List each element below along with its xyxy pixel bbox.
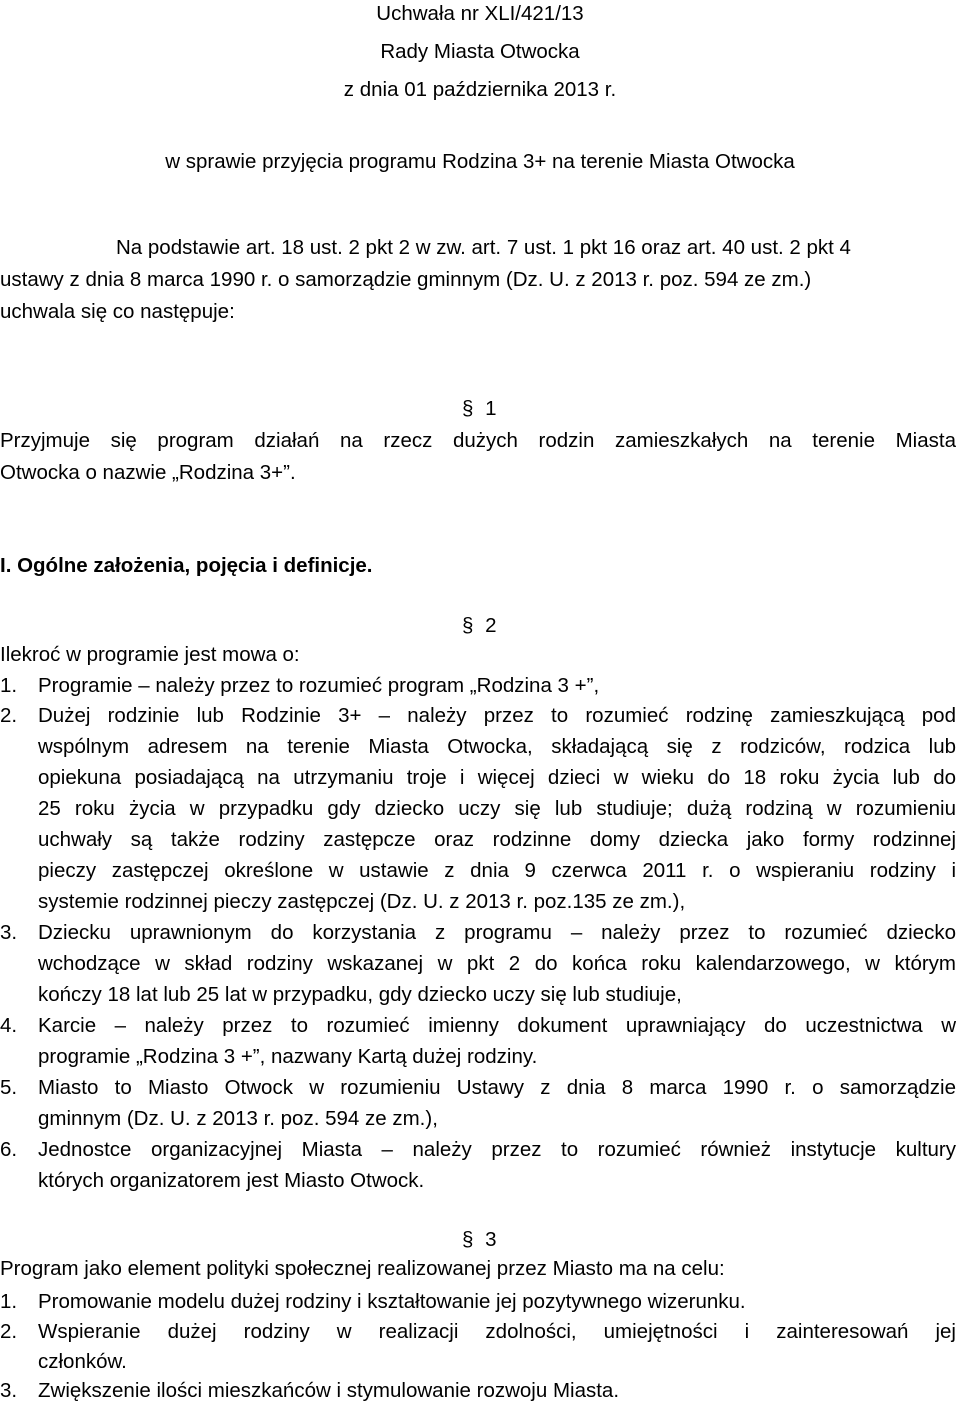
list-item-line: 25 roku życia w przypadku gdy dziecko uczy się lub studiuje; dużą rodziną w rozumieniu [38, 797, 956, 820]
section-3-intro: Program jako element polityki społecznej realizowanej przez Miasto ma na celu: [0, 1257, 725, 1280]
section-2-intro: Ilekroć w programie jest mowa o: [0, 643, 300, 666]
resolution-subject: w sprawie przyjęcia programu Rodzina 3+ na terenie Miasta Otwocka [165, 150, 795, 173]
list-item-number: 1. [0, 674, 18, 697]
list-item-line: Zwiększenie ilości mieszkańców i stymulowanie rozwoju Miasta. [38, 1379, 620, 1402]
section-number: 2 [485, 614, 497, 637]
list-item-number: 3. [0, 921, 18, 944]
list-item-number: 2. [0, 704, 18, 727]
list-item-line: Dużej rodzinie lub Rodzinie 3+ – należy przez to rozumieć rodzinę zamieszkującą pod [38, 704, 956, 727]
section-sign: § [462, 1228, 474, 1251]
list-item-line: programie „Rodzina 3 +”, nazwany Kartą dużej rodziny. [38, 1045, 538, 1068]
list-item-line: których organizatorem jest Miasto Otwock. [38, 1169, 425, 1192]
list-item-line: Promowanie modelu dużej rodziny i kształtowanie jej pozytywnego wizerunku. [38, 1290, 746, 1313]
list-item-line: wchodzące w skład rodziny wskazanej w pkt 2 do końca roku kalendarzowego, w którym [38, 952, 956, 975]
section-1-text-line-1: Przyjmuje się program działań na rzecz dużych rodzin zamieszkałych na terenie Miasta [0, 429, 956, 452]
list-item-line: systemie rodzinnej pieczy zastępczej (Dz. U. z 2013 r. poz.135 ze zm.), [38, 890, 686, 913]
list-item-number: 4. [0, 1014, 18, 1037]
list-item-line: Miasto to Miasto Otwock w rozumieniu Ustawy z dnia 8 marca 1990 r. o samorządzie [38, 1076, 956, 1099]
chapter-1-title: I. Ogólne założenia, pojęcia i definicje. [0, 554, 373, 577]
list-item-line: Karcie – należy przez to rozumieć imienny dokument uprawniający do uczestnictwa w [38, 1014, 956, 1037]
list-item-line: pieczy zastępczej określone w ustawie z dnia 9 czerwca 2011 r. o wspieraniu rodziny i [38, 859, 956, 882]
list-item-line: gminnym (Dz. U. z 2013 r. poz. 594 ze zm.), [38, 1107, 438, 1130]
section-1-text-line-2: Otwocka o nazwie „Rodzina 3+”. [0, 461, 296, 484]
list-item-line: członków. [38, 1350, 127, 1373]
list-item-line: Wspieranie dużej rodziny w realizacji zdolności, umiejętności i zainteresowań jej [38, 1320, 956, 1343]
resolution-date: z dnia 01 października 2013 r. [343, 78, 617, 101]
list-item-number: 1. [0, 1290, 18, 1313]
section-number: 3 [485, 1228, 497, 1251]
preamble-line-1: Na podstawie art. 18 ust. 2 pkt 2 w zw. art. 7 ust. 1 pkt 16 oraz art. 40 ust. 2 pkt 4 [116, 236, 851, 259]
section-3-heading [462, 1228, 497, 1252]
section-sign: § [462, 614, 474, 637]
preamble-line-2: ustawy z dnia 8 marca 1990 r. o samorządzie gminnym (Dz. U. z 2013 r. poz. 594 ze zm.) [0, 268, 812, 291]
list-item-number: 5. [0, 1076, 18, 1099]
list-item-number: 6. [0, 1138, 18, 1161]
list-item-line: kończy 18 lat lub 25 lat w przypadku, gdy dziecko uczy się lub studiuje, [38, 983, 682, 1006]
list-item-line: Dziecku uprawnionym do korzystania z programu – należy przez to rozumieć dziecko [38, 921, 956, 944]
section-number: 1 [485, 397, 497, 420]
list-item-line: uchwały są także rodziny zastępcze oraz rodzinne domy dziecka jako formy rodzinnej [38, 828, 956, 851]
list-item-number: 3. [0, 1379, 18, 1402]
section-2-heading [462, 614, 497, 638]
resolution-number: Uchwała nr XLI/421/13 [376, 2, 584, 25]
section-sign: § [462, 397, 474, 420]
section-1-heading [462, 397, 497, 421]
list-item-line: wspólnym adresem na terenie Miasta Otwocka, składającą się z rodziców, rodzica lub [38, 735, 956, 758]
list-item-line: opiekuna posiadającą na utrzymaniu troje i więcej dzieci w wieku do 18 roku życia lub do [38, 766, 956, 789]
council-name: Rady Miasta Otwocka [380, 40, 580, 63]
list-item-number: 2. [0, 1320, 18, 1343]
preamble-line-3: uchwala się co następuje: [0, 300, 235, 323]
list-item-line: Programie – należy przez to rozumieć program „Rodzina 3 +”, [38, 674, 600, 697]
list-item-line: Jednostce organizacyjnej Miasta – należy przez to rozumieć również instytucje kultury [38, 1138, 956, 1161]
